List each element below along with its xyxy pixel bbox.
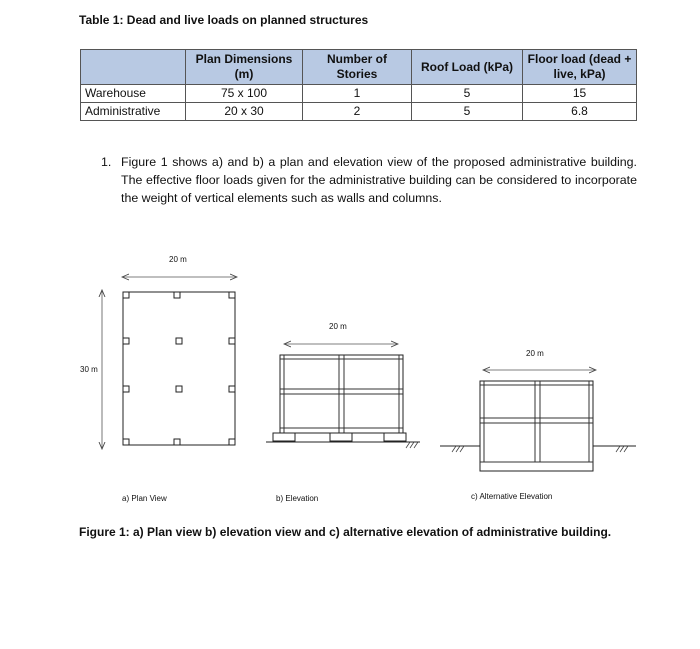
table-cell: Administrative — [81, 103, 186, 121]
alt-elevation-label: c) Alternative Elevation — [471, 492, 553, 501]
plan-columns — [123, 292, 235, 445]
alternative-elevation-view — [440, 370, 636, 471]
table-cell: Warehouse — [81, 85, 186, 103]
elevation-view — [266, 344, 420, 448]
table-title: Table 1: Dead and live loads on planned structures — [79, 13, 369, 27]
table-cell: 5 — [412, 103, 523, 121]
plan-height-label: 30 m — [80, 365, 98, 374]
elevation-label: b) Elevation — [276, 494, 319, 503]
plan-outline — [123, 292, 235, 445]
table-header-cell: Plan Dimensions (m) — [186, 50, 303, 85]
footings — [273, 433, 406, 441]
table-cell: 20 x 30 — [186, 103, 303, 121]
question-text: Figure 1 shows a) and b) a plan and elevation view of the proposed administrative building. The effective floor loads given for the administrative building can be considered to incorporate the weight of vertical elements such as walls and columns. — [121, 155, 637, 205]
plan-view-label: a) Plan View — [122, 494, 167, 503]
question-number: 1. — [101, 155, 112, 169]
table-header-cell: Floor load (dead + live, kPa) — [523, 50, 637, 85]
table-cell: 75 x 100 — [186, 85, 303, 103]
table-cell: 15 — [523, 85, 637, 103]
table-header-cell: Roof Load (kPa) — [412, 50, 523, 85]
alt-elevation-frame — [480, 381, 593, 471]
figure-caption: Figure 1: a) Plan view b) elevation view and c) alternative elevation of administrative building. — [79, 525, 612, 539]
ground-hatch — [406, 442, 418, 448]
table-cell: 5 — [412, 85, 523, 103]
elevation-width-label: 20 m — [329, 322, 347, 331]
table-header-cell: Number of Stories — [303, 50, 412, 85]
plan-view — [102, 277, 237, 449]
table-cell: 1 — [303, 85, 412, 103]
table-cell: 6.8 — [523, 103, 637, 121]
plan-width-label: 20 m — [169, 255, 187, 264]
alt-elevation-width-label: 20 m — [526, 349, 544, 358]
table-cell: 2 — [303, 103, 412, 121]
